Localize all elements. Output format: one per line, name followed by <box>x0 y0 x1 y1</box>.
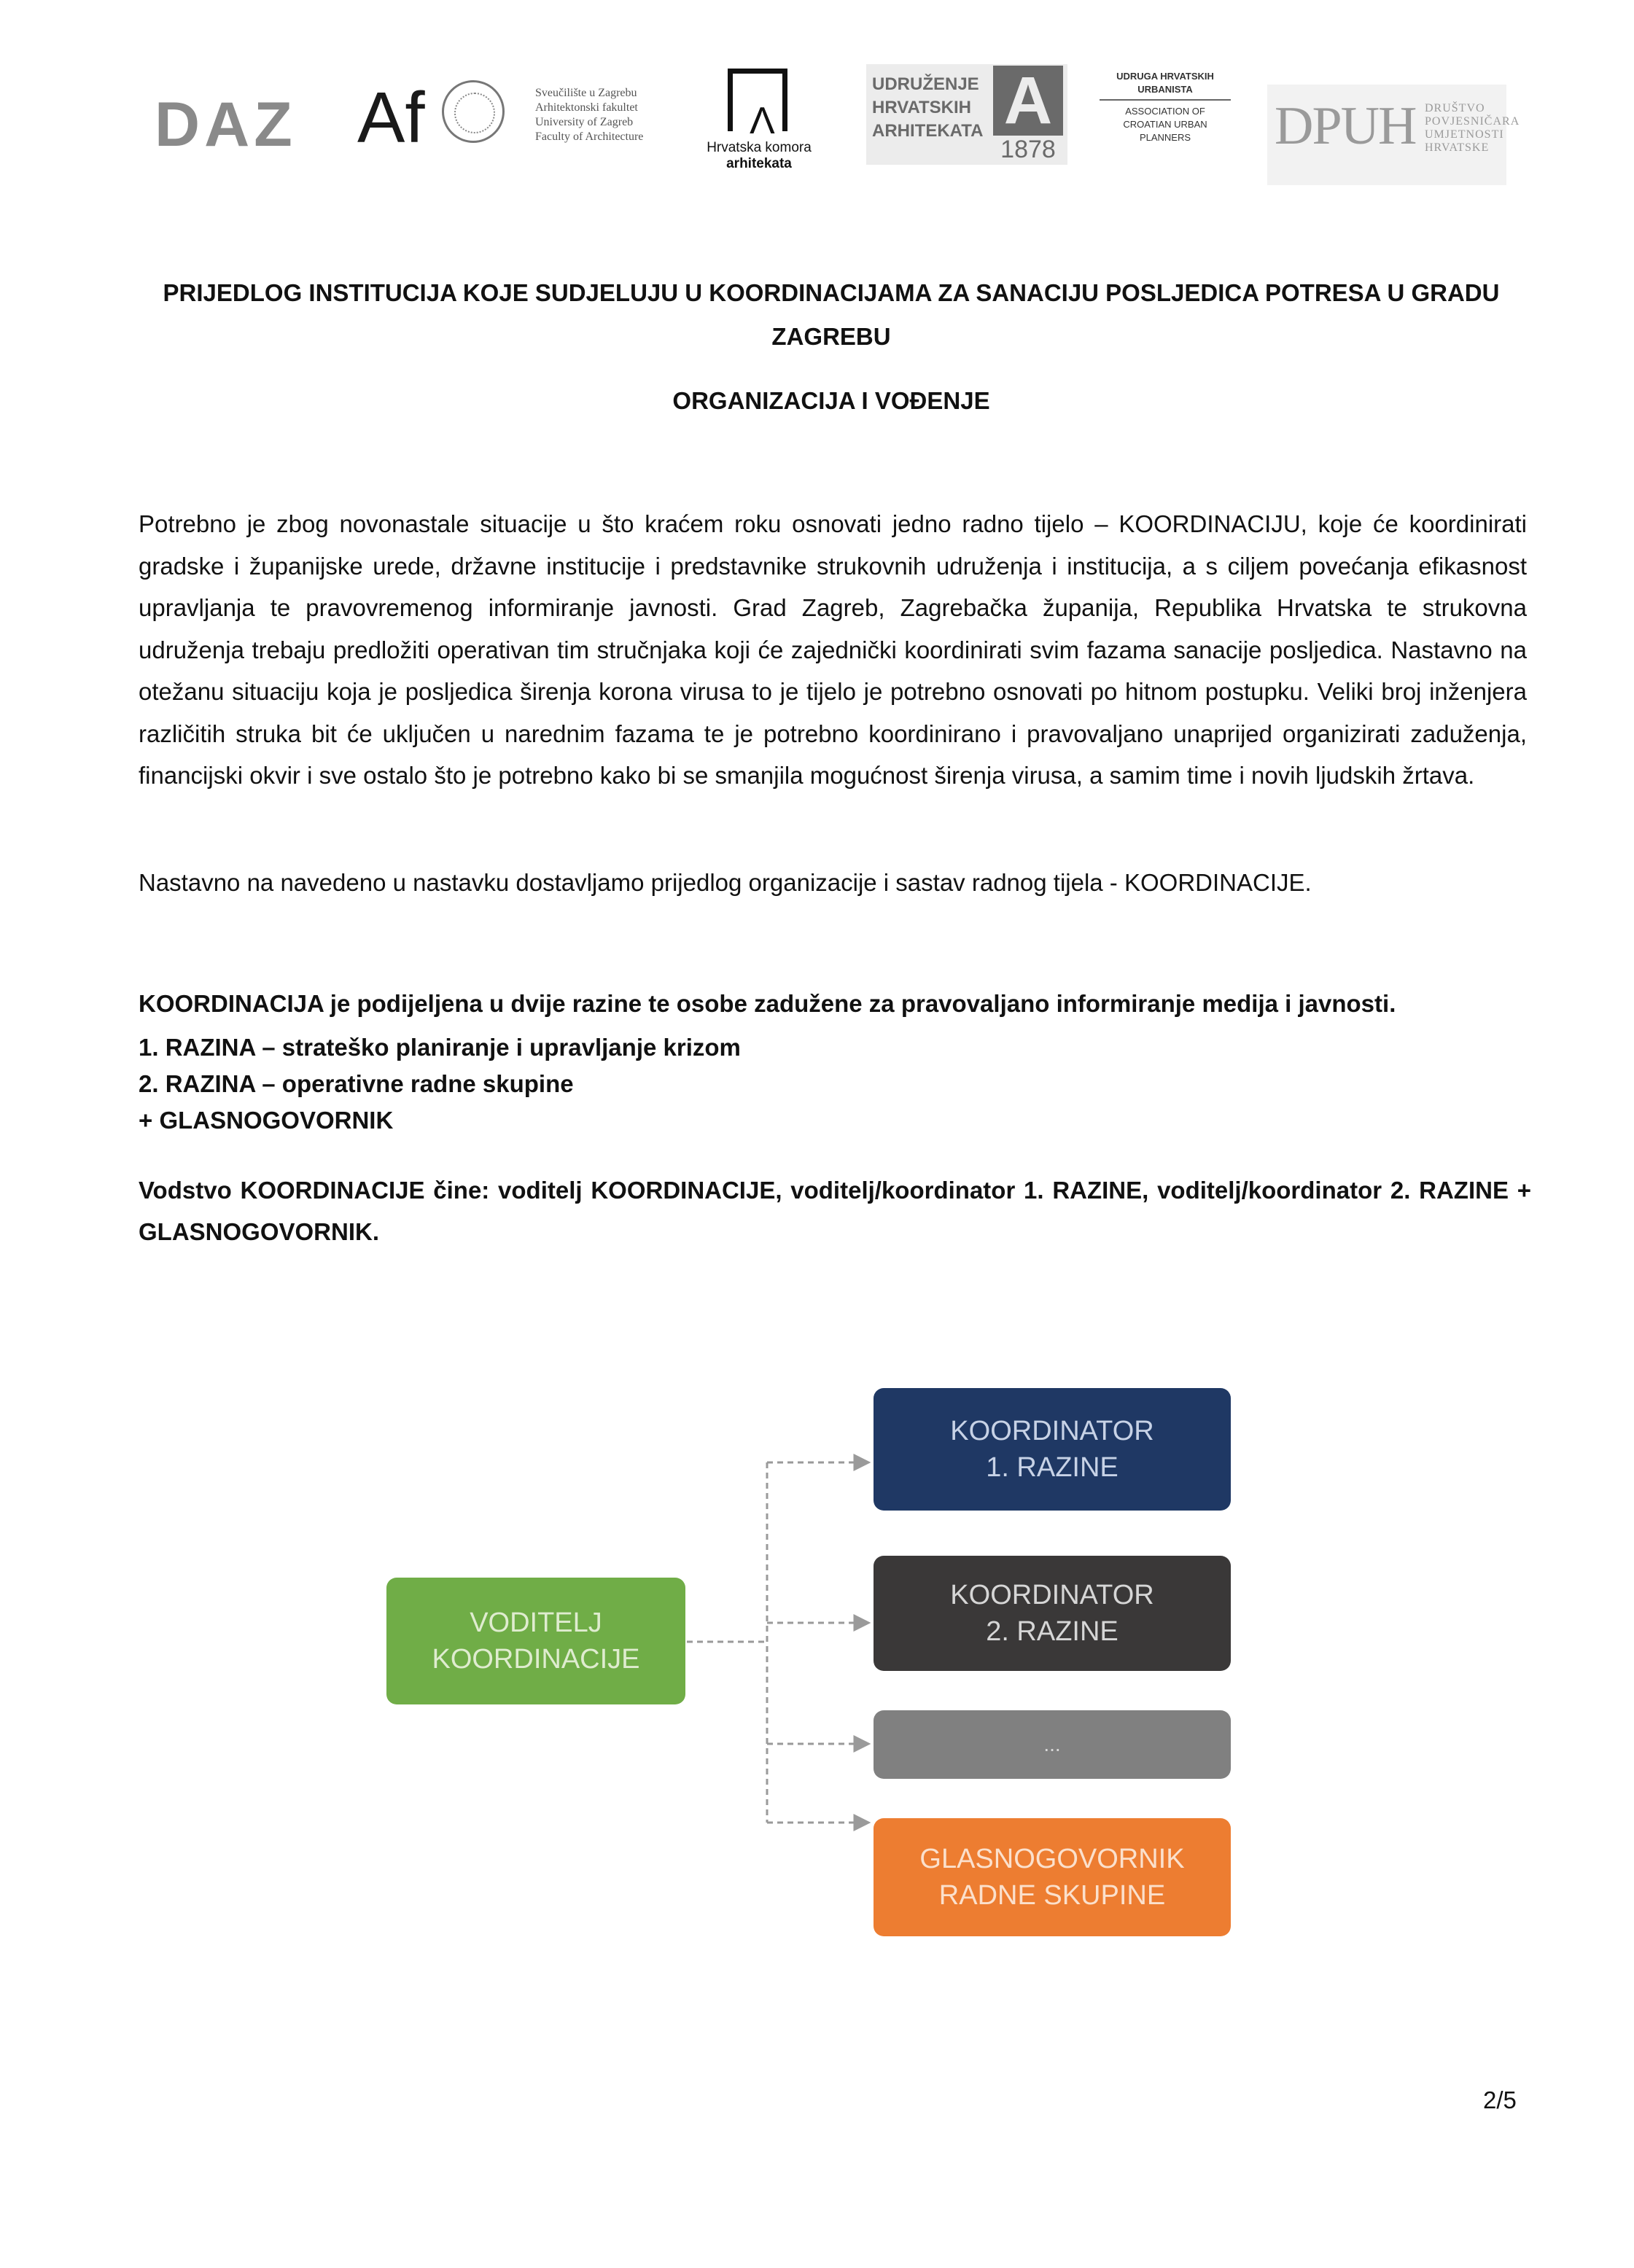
page-number: 2/5 <box>1483 2086 1517 2113</box>
diagram-ellipsis-box: ... <box>874 1710 1231 1779</box>
hka-logo-text: Hrvatska komora arhitekata <box>707 140 812 171</box>
dpuh-logo-text: DRUŠTVO POVJESNIČARA UMJETNOSTI HRVATSKE <box>1425 102 1520 154</box>
proposal-paragraph: Nastavno na navedeno u nastavku dostavljamo prijedlog organizacije i sastav radnog tijela - KOORDINACIJE. <box>139 869 1312 896</box>
level-1-line: 1. RAZINA – strateško planiranje i upravljanje krizom <box>139 1034 741 1061</box>
uha-logo-year: 1878 <box>1000 136 1056 163</box>
intro-paragraph: Potrebno je zbog novonastale situacije u što kraćem roku osnovati jedno radno tijelo – KOORDINACIJU, koje će koordinirati gradske i županijske urede, državne institucije i predstavnike strukovnih udruženja i institucija, a s ciljem povećanja efikasnost upravljanja te pravovremenog informiranje javnosti. Grad Zagreb, Zagrebačka županija, Republika Hrvatska te strukovna udruženja trebaju predložiti operativan tim stručnjaka koji će zajednički koordinirati svim fazama sanacije posljedica. Nastavno na otežanu situaciju koja je posljedica širenja korona virusa to je tijelo je potrebno osnovati po hitnom postupku. Veliki broj inženjera različitih struka bit će uključen u narednim fazama te je potrebno koordinirano i pravovaljano unaprijed organizirati zaduženja, financijski okvir i sve ostalo što je potrebno kako bi se smanjila mogućnost širenja virusa, a samim time i novih ljudskih žrtava. <box>139 510 1527 789</box>
document-title: PRIJEDLOG INSTITUCIJA KOJE SUDJELUJU U KOORDINACIJAMA ZA SANACIJU POSLJEDICA POTRESA U GRADU ZAGREBU <box>163 279 1500 350</box>
daz-logo: DAZ <box>155 90 297 160</box>
uha-logo-mark: A <box>993 66 1063 136</box>
spokesperson-line: + GLASNOGOVORNIK <box>139 1107 394 1134</box>
af-logo: Af <box>357 77 425 157</box>
diagram-koordinator-2-box: KOORDINATOR 2. RAZINE <box>874 1556 1231 1671</box>
uha-logo-text: UDRUŽENJE HRVATSKIH ARHITEKATA <box>872 74 984 141</box>
level-2-line: 2. RAZINA – operativne radne skupine <box>139 1070 574 1097</box>
diagram-koordinator-1-box: KOORDINATOR 1. RAZINE <box>874 1388 1231 1511</box>
dpuh-logo-mark: DPUH <box>1275 96 1416 156</box>
diagram-glasnogovornik-box: GLASNOGOVORNIK RADNE SKUPINE <box>874 1818 1231 1936</box>
koordinacija-summary: KOORDINACIJA je podijeljena u dvije razine te osobe zadužene za pravovaljano informiranje medija i javnosti. <box>139 990 1396 1017</box>
hka-logo-mark-icon: Λ <box>750 100 775 142</box>
document-subtitle: ORGANIZACIJA I VOĐENJE <box>672 387 990 414</box>
diagram-voditelj-box: VODITELJ KOORDINACIJE <box>386 1578 685 1704</box>
uhu-logo: UDRUGA HRVATSKIH URBANISTA ASSOCIATION OF CROATIAN URBAN PLANNERS <box>1100 70 1231 144</box>
af-logo-text: Sveučilište u Zagrebu Arhitektonski fakultet University of Zagreb Faculty of Architecture <box>535 87 644 143</box>
leadership-paragraph: Vodstvo KOORDINACIJE čine: voditelj KOORDINACIJE, voditelj/koordinator 1. RAZINE, voditelj/koordinator 2. RAZINE + GLASNOGOVORNIK. <box>139 1177 1531 1245</box>
